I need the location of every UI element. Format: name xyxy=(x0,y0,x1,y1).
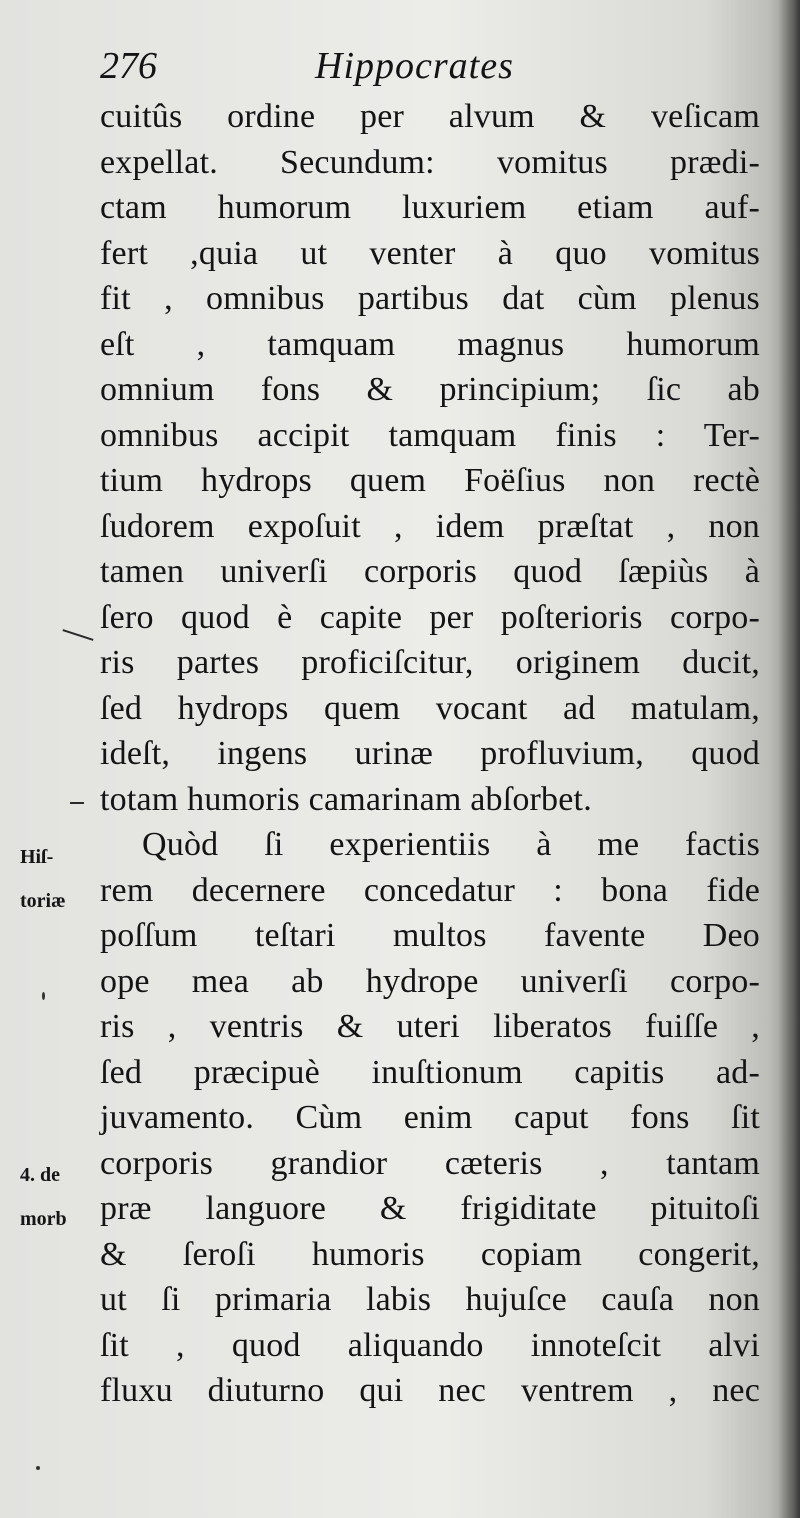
margin-dash-mark xyxy=(70,802,84,804)
text-line: ut ſi primaria labis hujuſce cauſa non xyxy=(100,1281,760,1318)
margin-note-historiae-1: Hiſ- xyxy=(20,846,54,868)
text-line: ope mea ab hydrope univerſi corpo- xyxy=(100,962,760,1000)
text-line: omnium fons & principium; ſic ab xyxy=(100,371,760,408)
text-line: juvamento. Cùm enim caput fons ſit xyxy=(100,1099,760,1136)
text-line: fert ,quia ut venter à quo vomitus xyxy=(100,234,760,272)
margin-notes xyxy=(0,0,100,1518)
text-line: ideſt, ingens urinæ profluvium, quod xyxy=(100,735,760,772)
text-line: ſed hydrops quem vocant ad matulam, xyxy=(100,689,760,727)
text-line: Quòd ſi experientiis à me factis xyxy=(142,826,760,863)
text-line: ſed præcipuè inuſtionum capitis ad- xyxy=(100,1053,760,1091)
text-line: fluxu diuturno qui nec ventrem , nec xyxy=(100,1372,760,1409)
text-line: ſero quod è capite per poſterioris corpo- xyxy=(100,598,760,636)
body-text xyxy=(100,94,760,1414)
text-line: eſt , tamquam magnus humorum xyxy=(100,325,760,363)
text-line: tium hydrops quem Foëſius non rectè xyxy=(100,462,760,499)
ink-speck xyxy=(36,1466,40,1470)
text-line: & ſeroſi humoris copiam congerit, xyxy=(100,1235,760,1273)
text-line: ris , ventris & uteri liberatos fuiſſe , xyxy=(100,1008,760,1045)
text-line: ſit , quod aliquando innoteſcit alvi xyxy=(100,1326,760,1364)
text-line: tamen univerſi corporis quod ſæpiùs à xyxy=(100,553,760,590)
text-line: ris partes proficiſcitur, originem ducit, xyxy=(100,644,760,681)
text-line: fit , omnibus partibus dat cùm plenus xyxy=(100,280,760,317)
text-line: omnibus accipit tamquam finis : Ter- xyxy=(100,416,760,454)
text-line: corporis grandior cæteris , tantam xyxy=(100,1144,760,1182)
page-number: 276 xyxy=(100,45,157,87)
ink-speck xyxy=(42,992,45,1000)
text-line: cuitûs ordine per alvum & veſicam xyxy=(100,98,760,135)
margin-dash-mark xyxy=(62,629,93,641)
page-gutter-shadow xyxy=(778,0,800,1518)
margin-note-historiae-2: toriæ xyxy=(20,890,66,912)
page-header xyxy=(100,40,700,100)
text-line: rem decernere concedatur : bona fide xyxy=(100,871,760,909)
text-line: expellat. Secundum: vomitus prædi- xyxy=(100,143,760,181)
margin-note-de-morb-2: morb xyxy=(20,1208,67,1230)
margin-note-de-morb-1: 4. de xyxy=(20,1164,60,1186)
text-line: poſſum teſtari multos favente Deo xyxy=(100,917,760,954)
running-head: Hippocrates xyxy=(315,45,514,87)
text-line: ſudorem expoſuit , idem præſtat , non xyxy=(100,507,760,545)
text-line: ctam humorum luxuriem etiam auf- xyxy=(100,189,760,226)
text-line: præ languore & frigiditate pituitoſi xyxy=(100,1190,760,1227)
text-line: totam humoris camarinam abſorbet. xyxy=(100,780,592,818)
